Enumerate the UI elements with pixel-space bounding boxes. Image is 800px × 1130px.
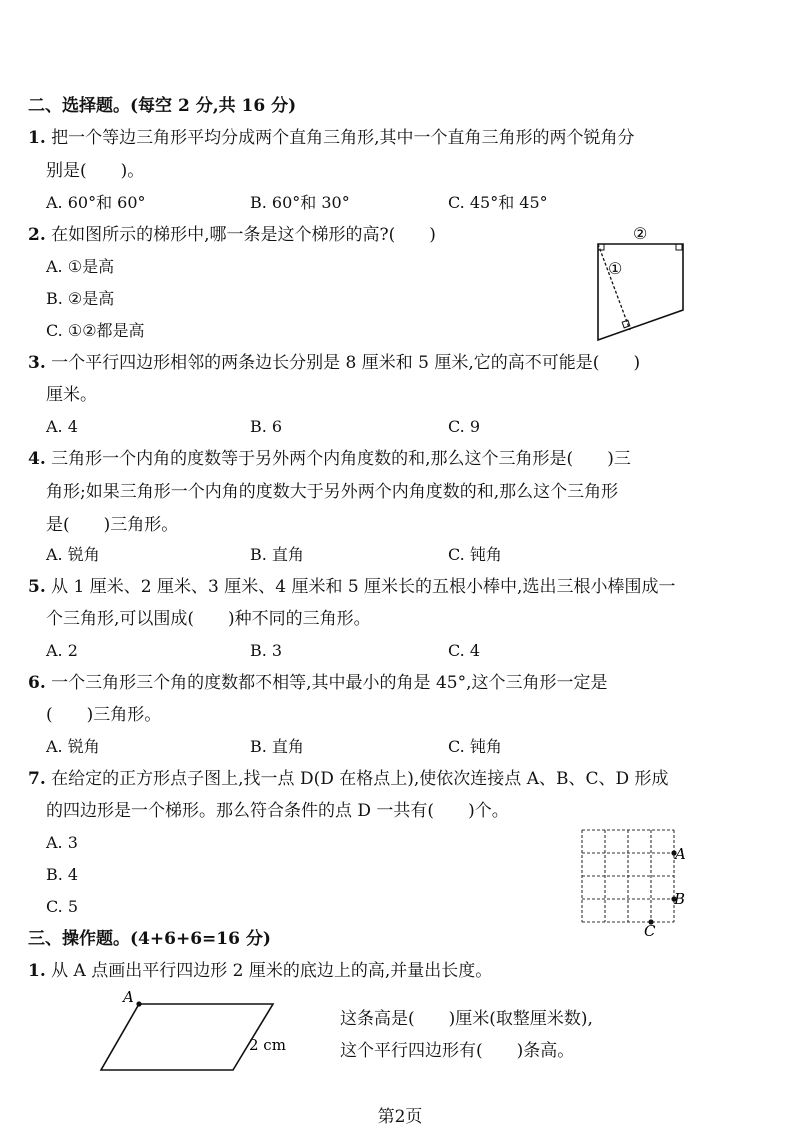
trapezoid-figure: [590, 222, 690, 344]
question-text: 从 A 点画出平行四边形 2 厘米的底边上的高,并量出长度。: [51, 961, 493, 981]
question-number: 1.: [28, 128, 46, 148]
section-title-operation: 三、操作题。(4+6+6=16 分): [28, 929, 271, 949]
question-5-line2: 个三角形,可以围成( )种不同的三角形。: [46, 609, 371, 629]
answer-count: 这个平行四边形有( )条高。: [340, 1041, 575, 1061]
option-c[interactable]: C. 钝角: [448, 737, 502, 756]
answer-height: 这条高是( )厘米(取整厘米数),: [340, 1009, 593, 1029]
question-6-line2: ( )三角形。: [46, 705, 162, 725]
option-a[interactable]: A. 锐角: [46, 737, 100, 756]
option-c[interactable]: C. 5: [46, 897, 79, 916]
side-length-label: 2 cm: [249, 1036, 286, 1054]
option-a[interactable]: A. ①是高: [46, 257, 115, 276]
option-c[interactable]: C. 45°和 45°: [448, 193, 548, 212]
question-number: 6.: [28, 673, 46, 693]
option-a[interactable]: A. 3: [46, 833, 78, 852]
option-c[interactable]: C. 4: [448, 641, 481, 660]
question-text: 三角形一个内角的度数等于另外两个内角度数的和,那么这个三角形是( )三: [51, 449, 631, 469]
figure-label-2: ②: [633, 224, 648, 243]
dot-grid-figure: [578, 826, 688, 938]
question-text: 一个平行四边形相邻的两条边长分别是 8 厘米和 5 厘米,它的高不可能是( ): [51, 353, 641, 373]
question-text: 在给定的正方形点子图上,找一点 D(D 在格点上),使依次连接点 A、B、C、D 形成: [51, 769, 669, 789]
question-3: [28, 352, 640, 374]
parallelogram-figure: [95, 990, 325, 1080]
figure-label-1: ①: [608, 259, 623, 278]
point-label-c: C: [644, 922, 656, 940]
question-6: [28, 672, 608, 694]
question-number: 5.: [28, 577, 46, 597]
question-4: [28, 448, 631, 470]
option-b[interactable]: B. 直角: [250, 737, 304, 756]
question-text: 从 1 厘米、2 厘米、3 厘米、4 厘米和 5 厘米长的五根小棒中,选出三根小棒围成一: [51, 577, 676, 597]
question-number: 2.: [28, 225, 46, 245]
question-5: [28, 576, 675, 598]
question-3-line2: 厘米。: [46, 385, 97, 405]
option-c[interactable]: C. 9: [448, 417, 481, 436]
question-number: 4.: [28, 449, 46, 469]
question-text: 在如图所示的梯形中,哪一条是这个梯形的高?( ): [51, 225, 436, 245]
operation-1: [28, 960, 492, 982]
option-c[interactable]: C. 钝角: [448, 545, 502, 564]
page-number: 第2页: [377, 1107, 423, 1127]
point-label-a: A: [675, 845, 686, 863]
question-number: 1.: [28, 961, 46, 981]
section-title-choice: 二、选择题。(每空 2 分,共 16 分): [28, 96, 297, 116]
question-number: 7.: [28, 769, 46, 789]
question-1: [28, 127, 635, 149]
option-b[interactable]: B. 4: [46, 865, 79, 884]
option-a[interactable]: A. 4: [46, 417, 78, 436]
question-1-line2: 别是( )。: [46, 161, 145, 181]
option-b[interactable]: B. ②是高: [46, 289, 115, 308]
question-4-line2: 角形;如果三角形一个内角的度数大于另外两个内角度数的和,那么这个三角形: [46, 482, 619, 502]
option-c[interactable]: C. ①②都是高: [46, 321, 145, 340]
option-a[interactable]: A. 60°和 60°: [46, 193, 146, 212]
question-2: [28, 224, 436, 246]
option-a[interactable]: A. 锐角: [46, 545, 100, 564]
question-number: 3.: [28, 353, 46, 373]
question-7-line2: 的四边形是一个梯形。那么符合条件的点 D 一共有( )个。: [46, 801, 509, 821]
option-b[interactable]: B. 直角: [250, 545, 304, 564]
question-text: 把一个等边三角形平均分成两个直角三角形,其中一个直角三角形的两个锐角分: [51, 128, 635, 148]
option-b[interactable]: B. 6: [250, 417, 283, 436]
option-a[interactable]: A. 2: [46, 641, 78, 660]
question-7: [28, 768, 669, 790]
point-label-a: A: [123, 988, 134, 1006]
question-text: 一个三角形三个角的度数都不相等,其中最小的角是 45°,这个三角形一定是: [51, 673, 608, 693]
point-label-b: B: [674, 890, 686, 908]
option-b[interactable]: B. 60°和 30°: [250, 193, 350, 212]
question-4-line3: 是( )三角形。: [46, 515, 179, 535]
option-b[interactable]: B. 3: [250, 641, 283, 660]
